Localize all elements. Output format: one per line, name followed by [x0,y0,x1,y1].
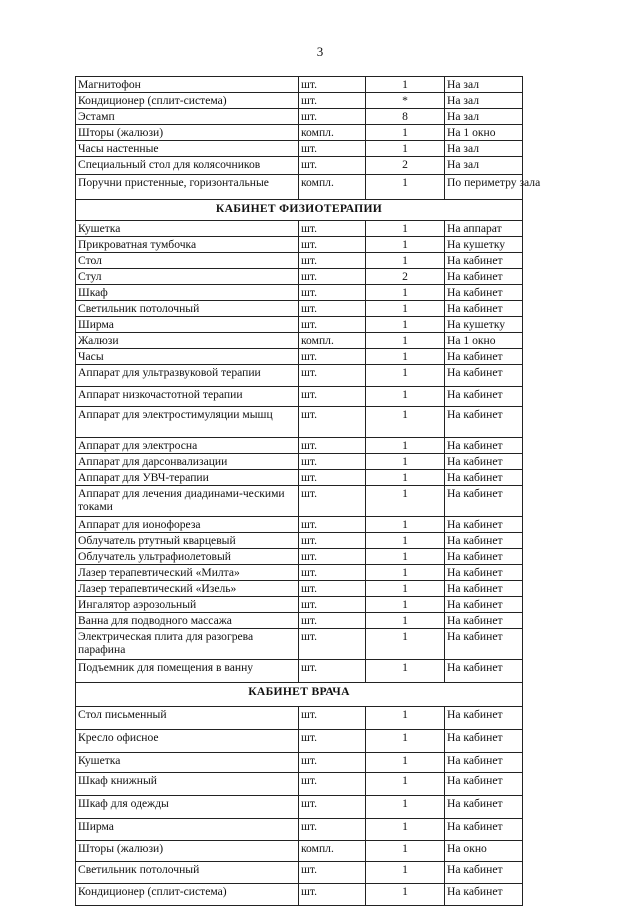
item-name: Аппарат для ионофореза [76,517,299,533]
table-row [76,285,523,301]
equipment-table [75,76,541,906]
item-quantity: 1 [366,253,445,269]
item-placement: На кабинет [445,773,523,796]
item-placement: На кабинет [445,407,523,438]
item-quantity: 1 [366,175,445,200]
item-name: Аппарат для дарсонвализации [76,454,299,470]
item-placement: На кабинет [445,470,523,486]
item-placement: На кабинет [445,486,523,517]
item-placement: На кушетку [445,237,523,253]
table-row [76,454,523,470]
item-placement: На зал [445,93,523,109]
item-quantity: 1 [366,862,445,884]
item-unit: шт. [299,862,366,884]
section-title: КАБИНЕТ ФИЗИОТЕРАПИИ [76,200,523,221]
item-unit: шт. [299,549,366,565]
item-name: Прикроватная тумбочка [76,237,299,253]
item-unit: компл. [299,125,366,141]
item-name: Кресло офисное [76,730,299,753]
item-name: Облучатель ртутный кварцевый [76,533,299,549]
item-placement: На кабинет [445,581,523,597]
table-row [76,269,523,285]
item-name: Шкаф книжный [76,773,299,796]
item-name: Аппарат для ультразвуковой терапии [76,365,299,387]
item-name: Подъемник для помещения в ванну [76,660,299,683]
item-placement: На 1 окно [445,333,523,349]
item-unit: шт. [299,730,366,753]
item-unit: шт. [299,486,366,517]
item-unit: шт. [299,269,366,285]
table-row [76,862,523,884]
item-quantity: 1 [366,549,445,565]
item-unit: шт. [299,285,366,301]
item-unit: компл. [299,841,366,862]
item-unit: шт. [299,157,366,175]
item-quantity: 1 [366,660,445,683]
item-unit: компл. [299,175,366,200]
item-quantity: 1 [366,285,445,301]
item-placement: На кабинет [445,730,523,753]
item-unit: шт. [299,253,366,269]
item-placement: На кабинет [445,796,523,819]
item-quantity: 1 [366,753,445,773]
item-quantity: 1 [366,438,445,454]
item-name: Аппарат для УВЧ-терапии [76,470,299,486]
item-unit: шт. [299,597,366,613]
item-placement: На кабинет [445,269,523,285]
item-placement: На кабинет [445,707,523,730]
item-placement: На 1 окно [445,125,523,141]
item-unit: шт. [299,613,366,629]
table-row [76,221,523,237]
section-header-row [76,683,523,707]
table-row [76,884,523,906]
table-row [76,349,523,365]
item-name: Электрическая плита для разогрева парафина [76,629,299,660]
item-quantity: 1 [366,796,445,819]
item-quantity: 1 [366,470,445,486]
item-name: Шторы (жалюзи) [76,841,299,862]
item-name: Облучатель ультрафиолетовый [76,549,299,565]
item-placement: На кабинет [445,349,523,365]
item-placement: На кабинет [445,365,523,387]
item-unit: шт. [299,454,366,470]
item-name: Часы [76,349,299,365]
item-name: Стул [76,269,299,285]
table-row [76,730,523,753]
table-row [76,753,523,773]
item-quantity: 1 [366,707,445,730]
item-name: Шторы (жалюзи) [76,125,299,141]
item-placement: На зал [445,77,523,93]
item-quantity: 1 [366,407,445,438]
table-row [76,581,523,597]
item-placement: На кабинет [445,597,523,613]
table-row [76,796,523,819]
item-unit: шт. [299,109,366,125]
item-quantity: 1 [366,517,445,533]
item-unit: шт. [299,796,366,819]
item-quantity: 1 [366,365,445,387]
table-row [76,365,523,387]
item-name: Аппарат для электросна [76,438,299,454]
item-unit: шт. [299,753,366,773]
table-row [76,77,523,93]
item-quantity: 8 [366,109,445,125]
table-row [76,301,523,317]
item-name: Аппарат для электростимуляции мышц [76,407,299,438]
table-row [76,470,523,486]
table-row [76,660,523,683]
item-placement: На кабинет [445,285,523,301]
item-unit: шт. [299,819,366,841]
table-row [76,125,523,141]
item-unit: компл. [299,333,366,349]
table-row [76,93,523,109]
item-name: Светильник потолочный [76,862,299,884]
item-quantity: 1 [366,333,445,349]
item-quantity: 1 [366,613,445,629]
item-quantity: 1 [366,317,445,333]
item-name: Светильник потолочный [76,301,299,317]
item-quantity: 1 [366,141,445,157]
item-placement: На кабинет [445,819,523,841]
item-name: Лазер терапевтический «Милта» [76,565,299,581]
item-name: Аппарат низкочастотной терапии [76,387,299,407]
item-name: Поручни пристенные, горизонтальные [76,175,299,200]
item-placement: На кабинет [445,753,523,773]
item-unit: шт. [299,565,366,581]
item-quantity: 1 [366,486,445,517]
item-name: Кушетка [76,221,299,237]
table-row [76,841,523,862]
item-quantity: 1 [366,565,445,581]
table-row [76,533,523,549]
table-row [76,613,523,629]
item-name: Шкаф для одежды [76,796,299,819]
item-quantity: 1 [366,884,445,906]
item-placement: На кабинет [445,629,523,660]
item-placement: На кушетку [445,317,523,333]
page-number: 3 [316,44,324,59]
item-name: Жалюзи [76,333,299,349]
item-quantity: 1 [366,629,445,660]
item-unit: шт. [299,141,366,157]
table-row [76,565,523,581]
table-row [76,819,523,841]
item-name: Специальный стол для колясочников [76,157,299,175]
item-name: Кондиционер (сплит-система) [76,93,299,109]
item-placement: На кабинет [445,454,523,470]
item-name: Часы настенные [76,141,299,157]
item-placement: По периметру зала [445,175,523,200]
table-row [76,157,523,175]
item-unit: шт. [299,438,366,454]
item-quantity: * [366,93,445,109]
table-row [76,141,523,157]
item-quantity: 1 [366,730,445,753]
section-title: КАБИНЕТ ВРАЧА [76,683,523,707]
item-unit: шт. [299,349,366,365]
item-placement: На кабинет [445,438,523,454]
item-name: Ширма [76,819,299,841]
item-quantity: 1 [366,221,445,237]
table-row [76,549,523,565]
item-unit: шт. [299,884,366,906]
item-name: Стол [76,253,299,269]
item-quantity: 1 [366,819,445,841]
item-quantity: 1 [366,387,445,407]
table-row [76,317,523,333]
item-name: Кондиционер (сплит-система) [76,884,299,906]
item-placement: На кабинет [445,613,523,629]
table-row [76,517,523,533]
item-placement: На аппарат [445,221,523,237]
table-row [76,486,523,517]
table-row [76,707,523,730]
item-quantity: 1 [366,301,445,317]
item-name: Аппарат для лечения диадинами-ческими токами [76,486,299,517]
item-unit: шт. [299,470,366,486]
item-unit: шт. [299,581,366,597]
item-quantity: 1 [366,597,445,613]
item-name: Ванна для подводного массажа [76,613,299,629]
item-quantity: 1 [366,773,445,796]
item-quantity: 1 [366,454,445,470]
table-row [76,333,523,349]
equipment-table-body [76,77,541,906]
item-unit: шт. [299,77,366,93]
item-quantity: 1 [366,125,445,141]
item-unit: шт. [299,773,366,796]
table-row [76,175,523,200]
item-unit: шт. [299,660,366,683]
item-name: Шкаф [76,285,299,301]
item-unit: шт. [299,533,366,549]
item-unit: шт. [299,93,366,109]
item-quantity: 2 [366,269,445,285]
item-name: Ингалятор аэрозольный [76,597,299,613]
item-placement: На кабинет [445,884,523,906]
item-unit: шт. [299,387,366,407]
item-unit: шт. [299,237,366,253]
table-row [76,237,523,253]
item-name: Стол письменный [76,707,299,730]
item-unit: шт. [299,407,366,438]
item-unit: шт. [299,317,366,333]
item-placement: На зал [445,109,523,125]
table-row [76,438,523,454]
table-row [76,387,523,407]
item-quantity: 1 [366,77,445,93]
item-placement: На кабинет [445,517,523,533]
item-unit: шт. [299,301,366,317]
item-placement: На кабинет [445,549,523,565]
item-name: Кушетка [76,753,299,773]
item-quantity: 1 [366,237,445,253]
table-row [76,109,523,125]
item-unit: шт. [299,707,366,730]
item-quantity: 1 [366,581,445,597]
item-placement: На окно [445,841,523,862]
item-placement: На кабинет [445,862,523,884]
item-quantity: 1 [366,841,445,862]
item-name: Лазер терапевтический «Изель» [76,581,299,597]
item-placement: На кабинет [445,565,523,581]
table-row [76,773,523,796]
table-row [76,597,523,613]
item-quantity: 2 [366,157,445,175]
item-quantity: 1 [366,533,445,549]
item-quantity: 1 [366,349,445,365]
item-placement: На кабинет [445,387,523,407]
section-header-row [76,200,523,221]
table-row [76,253,523,269]
item-name: Эстамп [76,109,299,125]
table-row [76,407,523,438]
item-name: Магнитофон [76,77,299,93]
item-placement: На кабинет [445,301,523,317]
item-placement: На зал [445,141,523,157]
table-row [76,629,523,660]
item-unit: шт. [299,221,366,237]
item-placement: На зал [445,157,523,175]
item-unit: шт. [299,517,366,533]
item-placement: На кабинет [445,660,523,683]
item-unit: шт. [299,365,366,387]
item-unit: шт. [299,629,366,660]
item-name: Ширма [76,317,299,333]
item-placement: На кабинет [445,253,523,269]
item-placement: На кабинет [445,533,523,549]
